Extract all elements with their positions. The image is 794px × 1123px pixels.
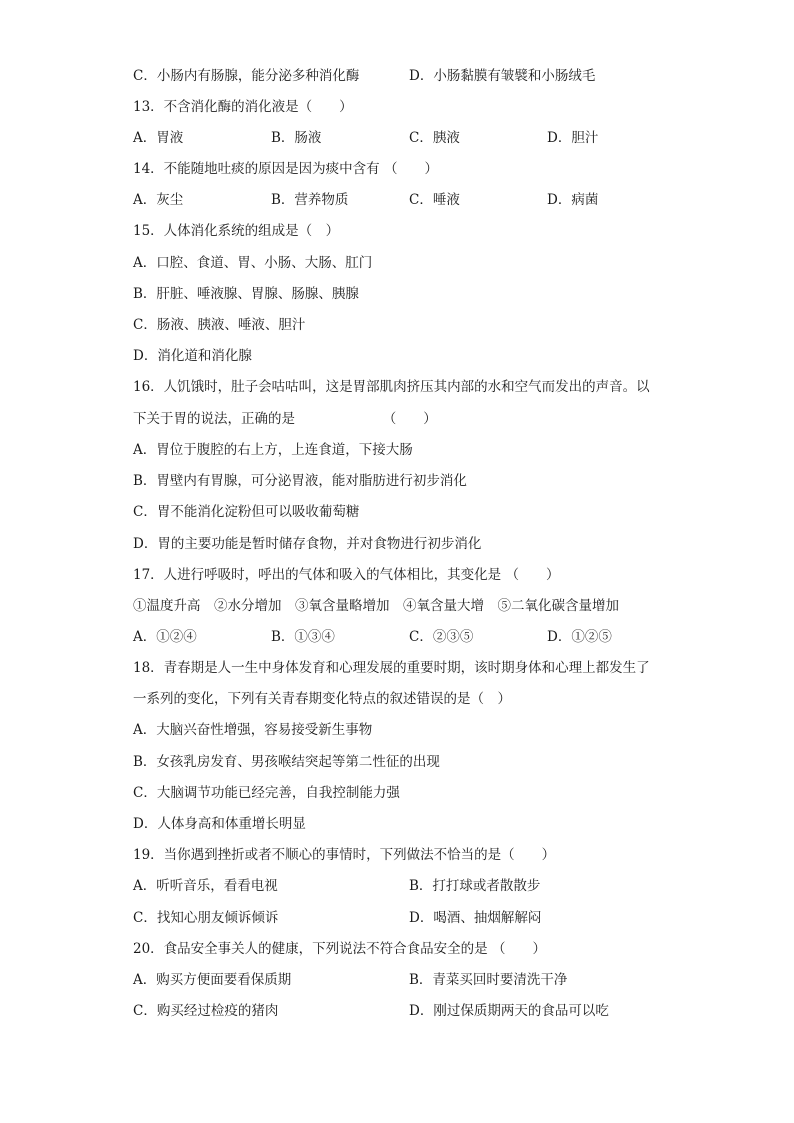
text-line: A．口腔、食道、胃、小肠、大肠、肛门 (133, 255, 373, 271)
answer-option: B．①③④ (271, 629, 335, 645)
text-line: D．人体身高和体重增长明显 (133, 816, 306, 832)
answer-option: A．灰尘 (133, 192, 184, 208)
text-line: 19．当你遇到挫折或者不顺心的事情时，下列做法不恰当的是（ ） (133, 847, 556, 863)
text-line: C．胃不能消化淀粉但可以吸收葡萄糖 (133, 504, 360, 520)
answer-option: D．病菌 (547, 192, 599, 208)
answer-option: D．刚过保质期两天的食品可以吃 (409, 1003, 609, 1019)
text-line: ①温度升高 ②水分增加 ③氧含量略增加 ④氧含量大增 ⑤二氧化碳含量增加 (133, 598, 619, 614)
answer-option: A．①②④ (133, 629, 197, 645)
text-line: B．女孩乳房发育、男孩喉结突起等第二性征的出现 (133, 754, 440, 770)
text-line: 13．不含消化酶的消化液是（ ） (133, 99, 353, 115)
text-line: B．胃壁内有胃腺，可分泌胃液，能对脂肪进行初步消化 (133, 473, 467, 489)
answer-option: B．肠液 (271, 130, 322, 146)
text-line: 16．人饥饿时，肚子会咕咕叫，这是胃部肌肉挤压其内部的水和空气而发出的声音。以 (133, 379, 650, 395)
answer-option: C．小肠内有肠腺，能分泌多种消化酶 (133, 68, 360, 84)
answer-option: C．胰液 (409, 130, 460, 146)
answer-option: D．喝酒、抽烟解解闷 (409, 910, 542, 926)
answer-option: A．购买方便面要看保质期 (133, 972, 292, 988)
text-line: 一系列的变化，下列有关青春期变化特点的叙述错误的是（ ） (133, 691, 511, 707)
answer-option: B．青菜买回时要清洗干净 (409, 972, 568, 988)
answer-option: A．听听音乐，看看电视 (133, 878, 278, 894)
answer-option: B．营养物质 (271, 192, 349, 208)
answer-option: C．唾液 (409, 192, 460, 208)
text-line: 下关于胃的说法，正确的是 （ ） (133, 411, 437, 427)
text-line: 18．青春期是人一生中身体发育和心理发展的重要时期，该时期身体和心理上都发生了 (133, 660, 650, 676)
answer-option: D．①②⑤ (547, 629, 612, 645)
answer-option: D．小肠黏膜有皱襞和小肠绒毛 (409, 68, 596, 84)
text-line: A．胃位于腹腔的右上方，上连食道，下接大肠 (133, 442, 413, 458)
text-line: B．肝脏、唾液腺、胃腺、肠腺、胰腺 (133, 286, 359, 302)
answer-option: C．②③⑤ (409, 629, 474, 645)
text-line: D．消化道和消化腺 (133, 348, 252, 364)
text-line: A．大脑兴奋性增强，容易接受新生事物 (133, 722, 373, 738)
text-line: 14．不能随地吐痰的原因是因为痰中含有 （ ） (133, 161, 438, 177)
text-line: C．大脑调节功能已经完善，自我控制能力强 (133, 785, 400, 801)
text-line: 20．食品安全事关人的健康，下列说法不符合食品安全的是 （ ） (133, 941, 546, 957)
answer-option: D．胆汁 (547, 130, 599, 146)
text-line: 17．人进行呼吸时，呼出的气体和吸入的气体相比，其变化是 （ ） (133, 567, 560, 583)
text-line: D．胃的主要功能是暂时储存食物，并对食物进行初步消化 (133, 536, 482, 552)
text-line: 15．人体消化系统的组成是（ ） (133, 223, 340, 239)
answer-option: A．胃液 (133, 130, 184, 146)
answer-option: B．打打球或者散散步 (409, 878, 541, 894)
answer-option: C．购买经过检疫的猪肉 (133, 1003, 279, 1019)
answer-option: C．找知心朋友倾诉倾诉 (133, 910, 279, 926)
text-line: C．肠液、胰液、唾液、胆汁 (133, 317, 306, 333)
